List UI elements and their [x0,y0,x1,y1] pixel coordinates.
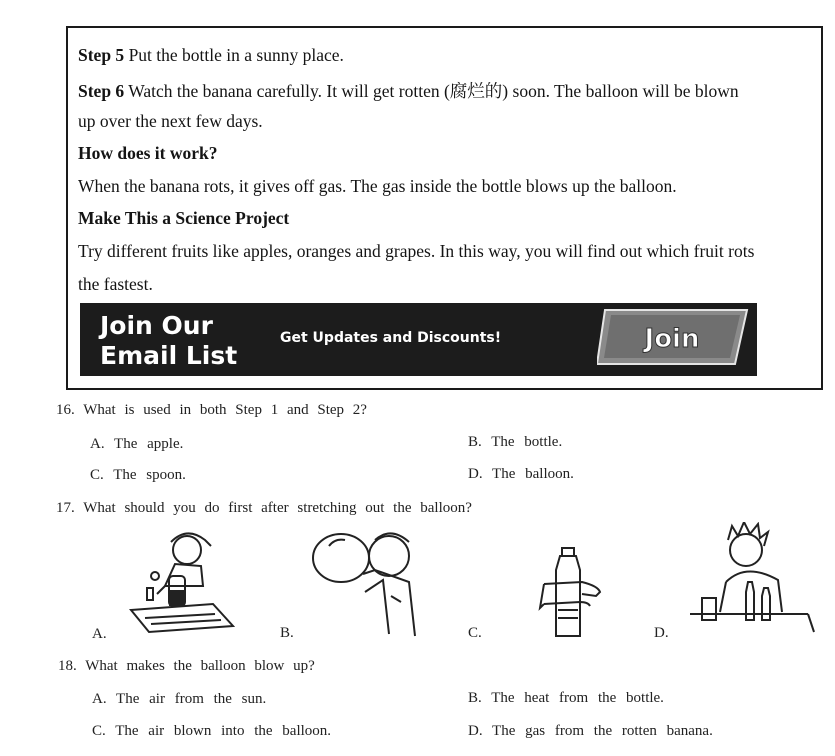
step6-line: Step 6 Watch the banana carefully. It will get rotten (腐烂的) soon. The balloon will be blown [78,81,739,101]
q17-label-d: D. [654,625,669,641]
passage-box [66,26,823,390]
q17-label-c: C. [468,625,482,641]
q16-option-d[interactable]: D. The balloon. [468,466,574,482]
q18-option-d[interactable]: D. The gas from the rotten banana. [468,723,713,739]
banner-subtitle: Get Updates and Discounts! [280,330,502,346]
q17-label-a: A. [92,626,107,642]
question-18: 18. What makes the balloon blow up? [58,658,315,674]
join-button-label: Join [644,324,700,354]
q17-label-b: B. [280,625,294,641]
email-banner [80,303,757,376]
project-text: Try different fruits like apples, oranges and grapes. In this way, you will find out which fruit rots [78,241,755,261]
join-button[interactable] [597,306,749,366]
banner-title-2: Email List [100,341,238,370]
project-text-cont: the fastest. [78,274,153,294]
how-text: When the banana rots, it gives off gas. The gas inside the bottle blows up the balloon. [78,176,677,196]
q18-option-b[interactable]: B. The heat from the bottle. [468,690,664,706]
project-heading: Make This a Science Project [78,208,290,228]
q17-picture-a-boy-pouring[interactable] [125,528,237,636]
q17-picture-b-boy-blowing-balloon[interactable] [305,522,433,638]
q16-option-a[interactable]: A. The apple. [90,436,184,452]
question-17: 17. What should you do first after stretching out the balloon? [56,500,472,516]
q18-option-c[interactable]: C. The air blown into the balloon. [92,723,332,739]
q18-option-a[interactable]: A. The air from the sun. [92,691,267,707]
q16-option-b[interactable]: B. The bottle. [468,434,563,450]
question-16: 16. What is used in both Step 1 and Step 2? [56,402,367,418]
banner-title-1: Join Our [100,311,213,340]
how-heading: How does it work? [78,143,218,163]
q17-picture-c-hand-holding-bottle[interactable] [538,546,604,638]
step6-line-cont: up over the next few days. [78,111,263,131]
step5-line: Step 5 Put the bottle in a sunny place. [78,45,344,65]
q16-option-c[interactable]: C. The spoon. [90,467,186,483]
q17-picture-d-boy-with-bottles[interactable] [690,522,816,636]
